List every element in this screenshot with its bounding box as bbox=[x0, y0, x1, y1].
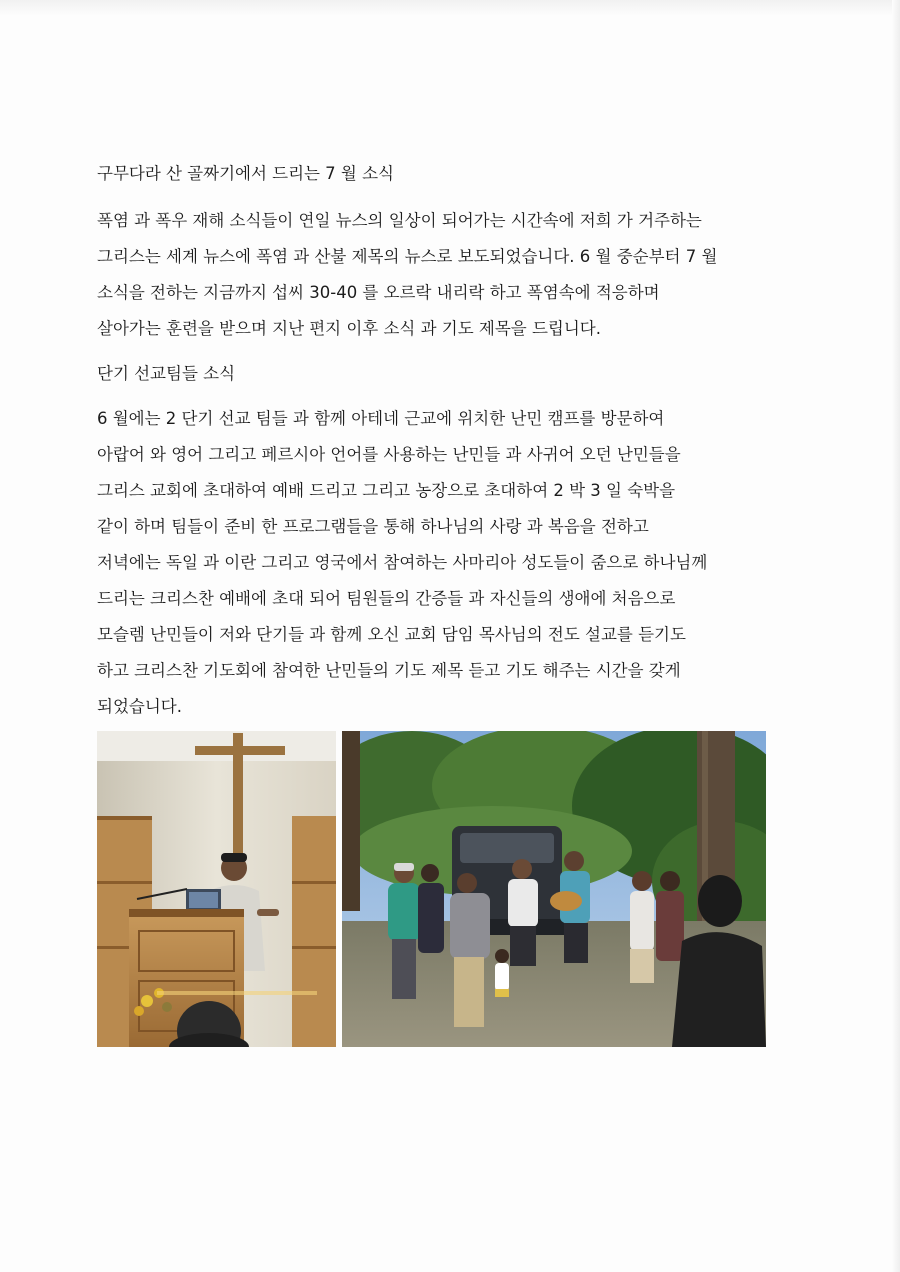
church-pulpit-photo bbox=[97, 731, 336, 1047]
section-line: 같이 하며 팀들이 준비 한 프로그램들을 통해 하나님의 사랑 과 복음을 전하고 bbox=[97, 517, 649, 536]
section-line: 되었습니다. bbox=[97, 697, 182, 716]
scan-edge-right bbox=[892, 0, 900, 1272]
intro-line: 폭염 과 폭우 재해 소식들이 연일 뉴스의 일상이 되어가는 시간속에 저희 가 거주하는 bbox=[97, 211, 702, 230]
intro-line: 소식을 전하는 지금까지 섭씨 30-40 를 오르락 내리락 하고 폭염속에 적응하며 bbox=[97, 283, 660, 302]
section-line: 드리는 크리스찬 예배에 초대 되어 팀원들의 간증들 과 자신들의 생애에 처음으로 bbox=[97, 589, 676, 608]
section-line: 저녁에는 독일 과 이란 그리고 영국에서 참여하는 사마리아 성도들이 줌으로 하나님께 bbox=[97, 553, 708, 572]
section-line: 아랍어 와 영어 그리고 페르시아 언어를 사용하는 난민들 과 사귀어 오던 난민들을 bbox=[97, 445, 681, 464]
scan-edge-top bbox=[0, 0, 900, 16]
section-line: 모슬렘 난민들이 저와 단기들 과 함께 오신 교회 담임 목사님의 전도 설교를 듣기도 bbox=[97, 625, 686, 644]
intro-line: 살아가는 훈련을 받으며 지난 편지 이후 소식 과 기도 제목을 드립니다. bbox=[97, 319, 601, 338]
section-heading: 단기 선교팀들 소식 bbox=[97, 364, 236, 383]
page-title: 구무다라 산 골짜기에서 드리는 7 월 소식 bbox=[97, 164, 394, 183]
intro-line: 그리스는 세계 뉴스에 폭염 과 산불 제목의 뉴스로 보도되었습니다. 6 월 중순부터 7 월 bbox=[97, 247, 718, 266]
section-line: 하고 크리스찬 기도회에 참여한 난민들의 기도 제목 듣고 기도 해주는 시간을 갖게 bbox=[97, 661, 681, 680]
outdoor-gathering-photo bbox=[342, 731, 766, 1047]
section-line: 6 월에는 2 단기 선교 팀들 과 함께 아테네 근교에 위치한 난민 캠프를 방문하여 bbox=[97, 409, 665, 428]
section-line: 그리스 교회에 초대하여 예배 드리고 그리고 농장으로 초대하여 2 박 3 일 숙박을 bbox=[97, 481, 676, 500]
